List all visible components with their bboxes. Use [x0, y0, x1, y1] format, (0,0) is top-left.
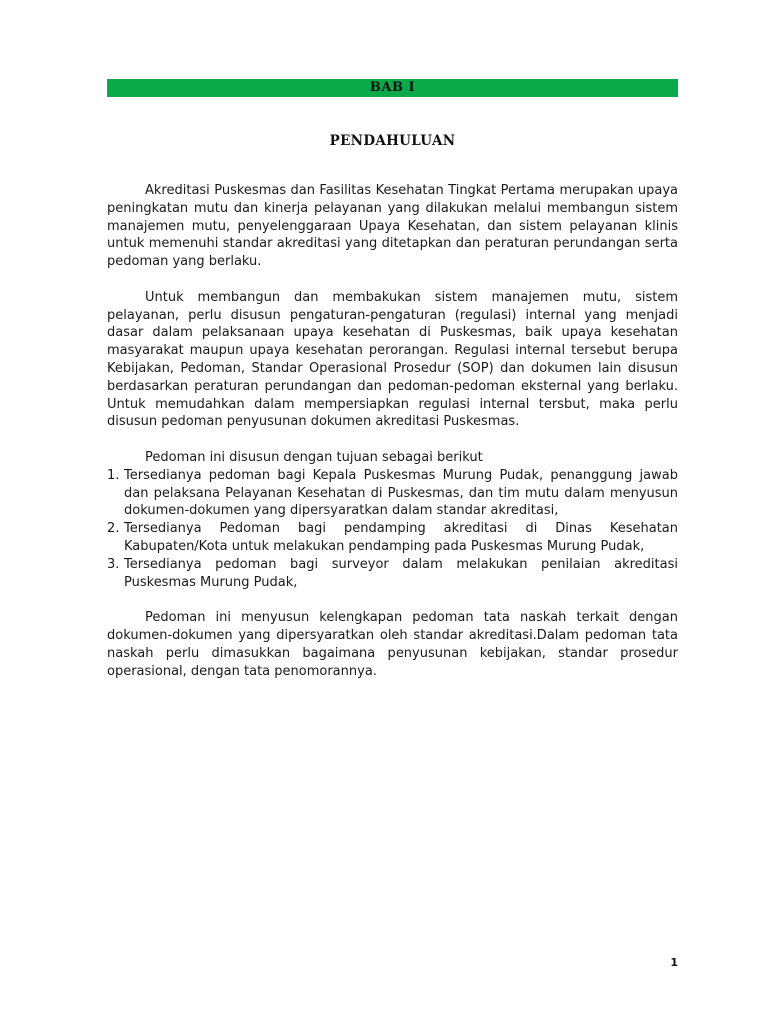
paragraph-regulation: Untuk membangun dan membakukan sistem manajemen mutu, sistem pelayanan, perlu disusun pengaturan-pengaturan (regulasi) internal yang menjadi dasar dalam pelaksanaan upaya kesehatan di Puskesmas, baik upaya kesehatan masyarakat maupun upaya kesehatan perorangan. Regulasi internal tersebut berupa Kebijakan, Pedoman, Standar Operasional Prosedur (SOP) dan dokumen lain disusun berdasarkan peraturan perundangan dan pedoman-pedoman eksternal yang berlaku. Untuk memudahkan dalam mempersiapkan regulasi internal tersbut, maka perlu disusun pedoman penyusunan dokumen akreditasi Puskesmas.: [107, 289, 678, 430]
page-title: PENDAHULUAN: [329, 133, 456, 149]
chapter-header-bar: [107, 79, 678, 97]
document-body: [107, 182, 678, 698]
list-item-text: Tersedianya pedoman bagi Kepala Puskesmas Murung Pudak, penanggung jawab dan pelaksana Pelayanan Kesehatan di Puskesmas, dan tim mutu dalam menyusun dokumen-dokumen yang dipersyaratkan dalam standar akreditasi,: [124, 467, 678, 519]
goals-intro: Pedoman ini disusun dengan tujuan sebagai berikut: [145, 449, 483, 465]
list-item: [107, 520, 678, 556]
page-number: 1: [670, 956, 678, 969]
list-item-number: 3.: [107, 556, 120, 572]
paragraph-closing: Pedoman ini menyusun kelengkapan pedoman tata naskah terkait dengan dokumen-dokumen yang dipersyaratkan oleh standar akreditasi.Dalam pedoman tata naskah perlu dimasukkan bagaimana penyusunan kebijakan, standar prosedur operasional, dengan tata penomorannya.: [107, 610, 678, 679]
list-item-number: 1.: [107, 467, 120, 483]
list-item: [107, 467, 678, 520]
list-item: [107, 556, 678, 592]
goals-list: [107, 467, 678, 592]
list-item-number: 2.: [107, 521, 120, 537]
list-item-text: Tersedianya Pedoman bagi pendamping akreditasi di Dinas Kesehatan Kabupaten/Kota untuk melakukan pendamping pada Puskesmas Murung Pudak,: [124, 521, 678, 554]
list-item-text: Tersedianya pedoman bagi surveyor dalam melakukan penilaian akreditasi Puskesmas Murung Pudak,: [124, 556, 678, 590]
chapter-label: BAB I: [369, 80, 416, 95]
paragraph-intro: Akreditasi Puskesmas dan Fasilitas Kesehatan Tingkat Pertama merupakan upaya peningkatan mutu dan kinerja pelayanan yang dilakukan melalui membangun sistem manajemen mutu, penyelenggaraan Upaya Kesehatan, dan sistem pelayanan klinis untuk memenuhi standar akreditasi yang ditetapkan dan peraturan perundangan serta pedoman yang berlaku.: [107, 183, 678, 270]
